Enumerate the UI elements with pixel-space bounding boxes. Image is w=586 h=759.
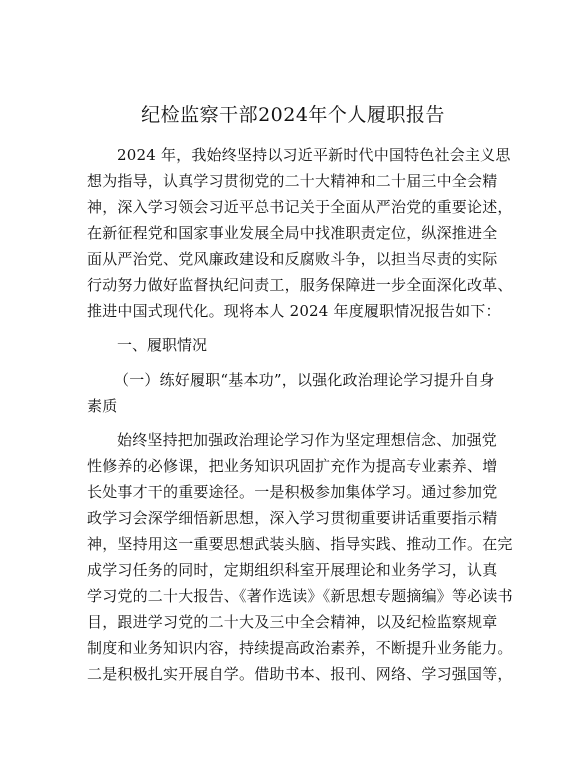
body-line-7: 学习党的二十大报告、《著作选读》《新思想专题摘编》等必读书 [87,587,513,605]
body-line-4: 政学习会深学细悟新思想，深入学习贯彻重要讲话重要指示精 [87,509,498,527]
body-line-8: 目，跟进学习党的二十大及三中全会精神，以及纪检监察规章 [87,613,498,631]
intro-line-6: 行动努力做好监督执纪问责工，服务保障进一步全面深化改革、 [87,276,513,294]
intro-line-5: 面从严治党、党风廉政建设和反腐败斗争，以担当尽责的实际 [87,250,498,268]
body-line-6: 成学习任务的同时，定期组织科室开展理论和业务学习，认真 [87,561,498,579]
body-line-2: 性修养的必修课，把业务知识巩固扩充作为提高专业素养、增 [87,457,498,475]
body-line-1: 始终坚持把加强政治理论学习作为坚定理想信念、加强党 [117,431,498,449]
section-heading-1: 一、履职情况 [117,336,208,354]
body-line-3: 长处事才干的重要途径。一是积极参加集体学习。通过参加党 [87,483,498,501]
intro-line-7: 推进中国式现代化。现将本人 2024 年度履职情况报告如下： [87,302,501,320]
document-title: 纪检监察干部2024年个人履职报告 [141,104,445,126]
intro-line-2: 想为指导，认真学习贯彻党的二十大精神和二十届三中全会精 [87,172,498,190]
subsection-heading-line-2: 素质 [87,397,118,415]
body-line-5: 神，坚持用这一重要思想武装头脑、指导实践、推动工作。在完 [87,535,513,553]
intro-line-4: 在新征程党和国家事业发展全局中找准职责定位，纵深推进全 [87,224,498,242]
body-line-9: 制度和业务知识内容，持续提高政治素养，不断提升业务能力。 [87,639,513,657]
intro-line-3: 神，深入学习领会习近平总书记关于全面从严治党的重要论述， [87,198,513,216]
intro-line-1: 2024 年，我始终坚持以习近平新时代中国特色社会主义思 [117,146,511,164]
body-line-10: 二是积极扎实开展自学。借助书本、报刊、网络、学习强国等， [87,665,513,683]
subsection-heading-line-1: （一）练好履职“基本功”，以强化政治理论学习提升自身 [114,371,495,389]
